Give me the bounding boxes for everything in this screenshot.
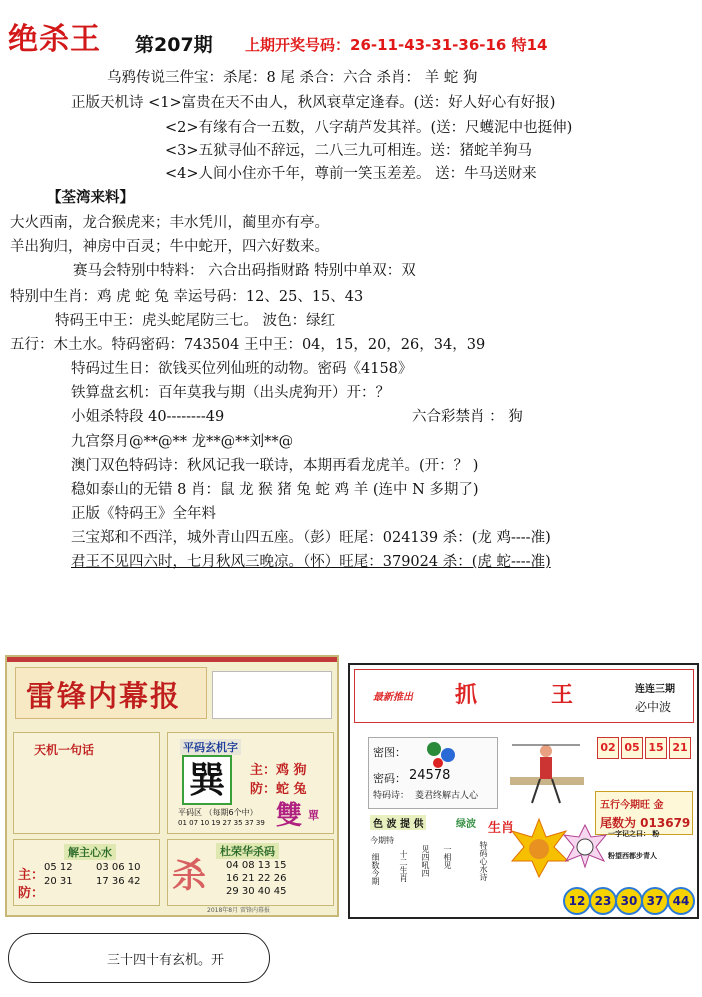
poster-footer: 2018年8月 雷锋内幕报 [207,907,270,914]
sha-panel [167,839,334,906]
mitu-circle-red [433,758,443,768]
shuang-char: 雙 [276,801,303,831]
issue-number: 第207期 [135,34,213,56]
vertical-text-4: 一相见 [443,845,452,869]
bottom-number-ball: 37 [641,887,669,915]
mitu-panel [368,737,498,809]
tema-xinshui: 特码心水诗 [479,841,488,881]
mima-value: 24578 [409,768,451,783]
sha-row-2: 16 21 22 26 [226,873,287,884]
mima-label: 密码： [373,772,406,785]
pingma-numbers: 01 07 10 19 27 35 37 39 [178,819,265,827]
sebo-tag: 绿波 [456,819,476,830]
xinshui-label: 解主心水 [64,844,116,860]
line-saimahui: 赛马会特别中特料： 六合出码指财路 特别中单双：双 [73,263,416,279]
pingma-panel [167,732,334,834]
bottom-number-ball: 30 [615,887,643,915]
line-tianji-4: <4>人间小住亦千年，尊前一笑玉差差。 送：牛马送财来 [165,166,537,182]
zuixin-label: 最新推出 [373,692,413,703]
cloud-text: 三十四十有玄机。开 [107,953,225,968]
poster-zhuawang [348,663,699,919]
top-number-box: 02 [597,737,619,759]
line-wuxing: 五行：木土水。特码密码：743504 王中王：04，15，20，26，34，39 [10,337,486,353]
poster-leifeng-header [15,667,207,719]
figure-illustration [500,737,594,813]
bizhong-label: 必中波 [635,700,672,714]
wang-char: 王 [551,683,574,708]
line-tianji-3: <3>五狱寻仙不辞远，二八三九可相连。送：猪蛇羊狗马 [165,143,533,159]
last-draw-numbers: 上期开奖号码：26-11-43-31-36-16 特14 [245,36,548,54]
zhua-char: 抓 [455,683,478,708]
line-zhengban: 正版《特码王》全年料 [71,506,216,522]
nums-d: 17 36 42 [96,876,141,887]
line-yangchu: 羊出狗归，神房中百灵；牛中蛇开，四六好数来。 [10,239,329,255]
sheep-icon [562,823,608,869]
tianji-label: 天机一句话 [34,743,95,757]
zhu-label: 主： [18,868,45,883]
vertical-text-3: 见四吼四 [421,845,430,877]
zhu-picks: 主：鸡 狗 [250,763,307,778]
mitu-circle-green [427,742,441,756]
line-shengxiao: 特别中生肖：鸡 虎 蛇 兔 幸运号码：12、25、15、43 [10,289,364,305]
sun-burst-icon [508,817,570,879]
line-sanbao: 三宝郑和不西洋，城外青山四五座。（彭）旺尾：024139 杀：(龙 鸡----准) [71,530,551,546]
nums-a: 05 12 [44,862,73,873]
top-number-box: 05 [621,737,643,759]
lianzhong-label: 连连三期 [635,684,675,695]
nums-c: 03 06 10 [96,862,141,873]
top-number-box: 15 [645,737,667,759]
pingma-label: 平码玄机字 [180,739,241,755]
sha-title: 杜荣华杀码 [216,843,279,859]
top-number-box: 21 [669,737,691,759]
vertical-text-2: 十二生肖 [399,850,408,882]
weishu-text: 尾数为 013679 [600,816,691,830]
tema-shi-value: 菱君终解古人心 [415,791,479,801]
line-quanwan: 【荃湾来料】 [47,189,134,206]
poster-top-bar [7,657,337,662]
tema-shi-label: 特码诗： [373,791,410,801]
fang-picks: 防：蛇 兔 [250,782,307,797]
yiyan-text: 粉望西都步青人 [608,852,657,860]
wuxing-text: 五行今期旺 金 [600,800,664,811]
sha-big-char: 杀 [172,856,206,896]
dan-char: 單 [308,809,319,822]
line-temawang: 特码王中王：虎头蛇尾防三七。 波色：绿红 [55,313,336,329]
big-character: 巽 [182,755,232,805]
sha-row-1: 04 08 13 15 [226,860,287,871]
mitu-label: 密图： [373,746,406,759]
bottom-number-ball: 23 [589,887,617,915]
sebo-label: 色 波 提 供 [370,815,426,830]
poster-leifeng [5,655,339,917]
line-wuya: 乌鸦传说三件宝：杀尾：8 尾 杀合：六合 杀肖： 羊 蛇 狗 [107,70,478,86]
line-shengri: 特码过生日：欲钱买位列仙班的动物。密码《4158》 [71,361,413,377]
line-jinxiao: 六合彩禁肖 ： 狗 [412,409,523,425]
line-wenru: 稳如泰山的无错 8 肖：鼠 龙 猴 猪 兔 蛇 鸡 羊 (连中 N 多期了) [71,482,479,498]
fang-label: 防： [18,886,45,901]
vertical-text-1: 细数今期 [371,853,380,885]
zhuawang-header [354,669,694,723]
sha-row-3: 29 30 40 45 [226,886,287,897]
jinqi-label: 今期特 [370,836,394,845]
line-dahuo: 大火西南，龙合猴虎来；丰水凭川，蔺里亦有亭。 [10,215,329,231]
line-tianji-1: 正版天机诗 <1>富贵在天不由人，秋风衰草定逢春。(送：好人好心有好报) [71,95,556,111]
line-tianji-2: <2>有缘有合一五数，八字葫芦发其祥。(送：尺蠖泥中也挺伸) [165,120,573,136]
line-jiugong: 九宫祭月@**@** 龙**@**刘**@ [71,434,294,450]
line-xiaojie: 小姐杀特段 40--------49 [71,409,225,425]
line-aomen: 澳门双色特码诗：秋风记我一联诗，本期再看龙虎羊。(开：？ ) [71,458,479,474]
nums-b: 20 31 [44,876,73,887]
shengxiao-label: 生肖 [488,821,515,836]
line-tiesuanpan: 铁算盘玄机：百年莫我与期（出头虎狗开）开：？ [71,385,390,401]
pingma-note: 平码区 （每期6个中） [178,808,258,817]
poster-blank-box [212,671,332,719]
xinshui-panel [13,839,160,906]
tianji-panel [13,732,160,834]
speech-cloud [8,933,270,983]
page-title: 绝杀王 [8,22,101,57]
poster-leifeng-title: 雷锋内幕报 [26,679,182,713]
mitu-circle-blue [441,748,455,762]
yiyan-label: 一字记之曰： 粉 [608,830,660,838]
line-junwang: 君王不见四六时，七月秋风三晚凉。（怀）旺尾：379024 杀：(虎 蛇----准) [71,554,551,570]
bottom-number-ball: 12 [563,887,591,915]
bottom-number-ball: 44 [667,887,695,915]
